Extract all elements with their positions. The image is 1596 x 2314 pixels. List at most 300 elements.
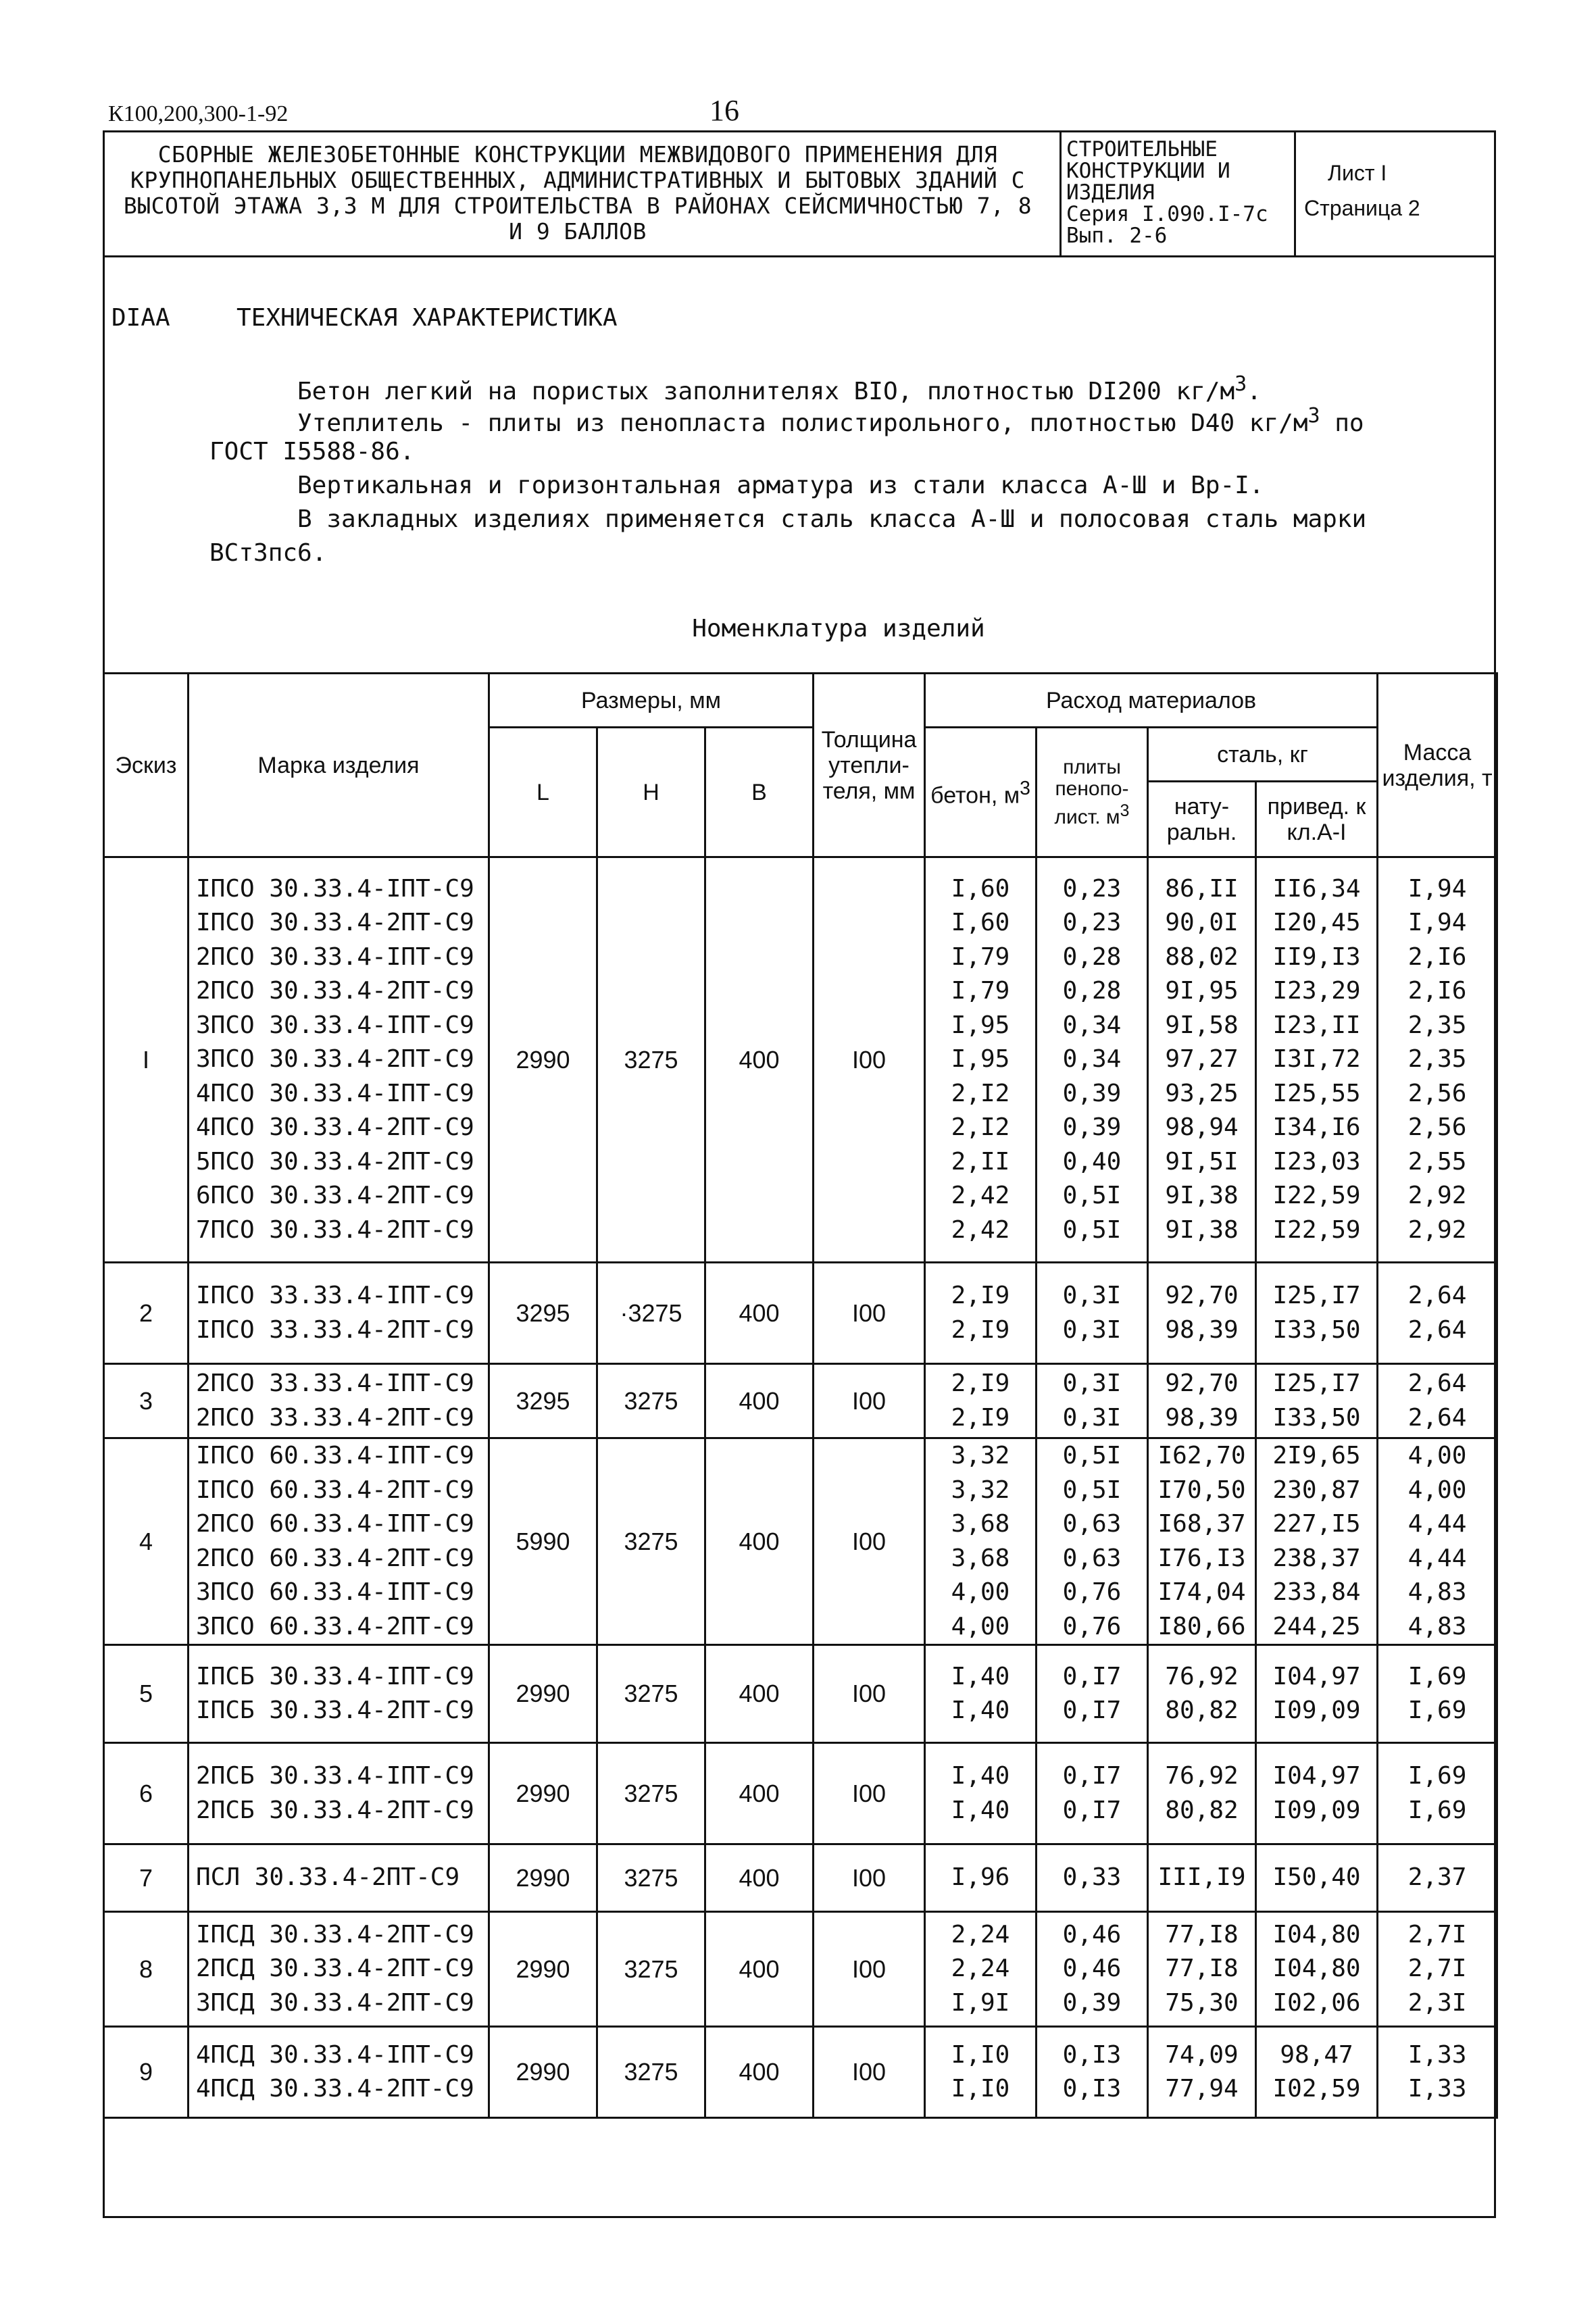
concrete-volume: I,40 bbox=[951, 1762, 1010, 1790]
steel-reduced: 227,I5 bbox=[1272, 1510, 1361, 1538]
product-mark: 2ПСО 33.33.4-2ПТ-С9 bbox=[196, 1403, 474, 1432]
foam-volume-cell bbox=[1037, 1743, 1148, 1844]
header-thickness: Толщина утепли-теля, мм bbox=[814, 674, 925, 857]
header-concrete: бетон, $м^3$ bbox=[925, 728, 1037, 857]
concrete-volume: 2,24 bbox=[951, 1920, 1010, 1948]
product-mass: 2,I6 bbox=[1407, 942, 1467, 971]
product-mass: I,94 bbox=[1407, 874, 1467, 903]
foam-volume: 0,3I bbox=[1062, 1315, 1122, 1344]
foam-volume: 0,63 bbox=[1062, 1510, 1122, 1538]
product-mark: 4ПСД 30.33.4-2ПТ-С9 bbox=[196, 2075, 474, 2103]
product-mass: 2,35 bbox=[1407, 1011, 1467, 1039]
steel-reduced: 2I9,65 bbox=[1272, 1442, 1361, 1469]
steel-reduced: 233,84 bbox=[1272, 1578, 1361, 1606]
page-label: Страница 2 bbox=[1304, 196, 1420, 220]
concrete-volume-cell bbox=[925, 857, 1037, 1263]
steel-natural: 77,I8 bbox=[1165, 1920, 1239, 1948]
foam-volume: 0,76 bbox=[1062, 1578, 1122, 1606]
steel-reduced: I04,97 bbox=[1272, 1762, 1361, 1790]
table-row bbox=[104, 857, 1497, 1263]
header-consumption: Расход материалов bbox=[925, 674, 1378, 728]
size-B: 400 bbox=[705, 1645, 814, 1743]
product-mass-cell bbox=[1378, 1645, 1497, 1743]
header-foam: плиты пенопо-лист. $м^3$ bbox=[1037, 728, 1148, 857]
steel-reduced: I22,59 bbox=[1272, 1215, 1361, 1244]
series-line: Серия I.090.I-7с bbox=[1066, 202, 1268, 226]
concrete-volume: 2,42 bbox=[951, 1182, 1010, 1210]
product-mark-cell bbox=[189, 1844, 489, 1912]
concrete-volume: 2,42 bbox=[951, 1215, 1010, 1244]
insulation-thickness: I00 bbox=[814, 1912, 925, 2027]
header-divider bbox=[1294, 130, 1296, 255]
size-B: 400 bbox=[705, 1263, 814, 1364]
foam-volume: 0,40 bbox=[1062, 1147, 1122, 1176]
sheet-label: Лист I bbox=[1328, 161, 1387, 185]
foam-volume: 0,5I bbox=[1062, 1215, 1122, 1244]
product-mark-cell bbox=[189, 1743, 489, 1844]
foam-volume: 0,46 bbox=[1062, 1955, 1122, 1983]
header-steel-reduced: привед. к кл.А-I bbox=[1256, 782, 1378, 857]
foam-volume: 0,28 bbox=[1062, 977, 1122, 1005]
steel-reduced: I09,09 bbox=[1272, 1696, 1361, 1724]
product-mark: 2ПСО 60.33.4-2ПТ-С9 bbox=[196, 1544, 474, 1572]
steel-reduced: I25,I7 bbox=[1272, 1369, 1361, 1397]
concrete-volume: 4,00 bbox=[951, 1612, 1010, 1640]
size-H: 3275 bbox=[597, 1438, 705, 1645]
foam-volume: 0,33 bbox=[1062, 1863, 1122, 1892]
concrete-volume: I,60 bbox=[951, 874, 1010, 903]
concrete-volume: I,I0 bbox=[951, 2040, 1010, 2069]
product-mass: I,33 bbox=[1407, 2075, 1467, 2103]
steel-reduced: I34,I6 bbox=[1272, 1113, 1361, 1142]
foam-volume: 0,3I bbox=[1062, 1282, 1122, 1309]
product-mark-cell bbox=[189, 1912, 489, 2027]
product-mark: 3ПСО 60.33.4-IПТ-С9 bbox=[196, 1578, 474, 1606]
foam-volume: 0,3I bbox=[1062, 1403, 1122, 1432]
insulation-thickness: I00 bbox=[814, 1743, 925, 1844]
concrete-volume: 4,00 bbox=[951, 1578, 1010, 1606]
page-number: 16 bbox=[709, 94, 739, 127]
table-row bbox=[104, 1645, 1497, 1743]
product-mark: 3ПСД 30.33.4-2ПТ-С9 bbox=[196, 1988, 474, 2017]
product-mark: IПСБ 30.33.4-IПТ-С9 bbox=[196, 1662, 474, 1690]
product-mark: IПСО 33.33.4-2ПТ-С9 bbox=[196, 1315, 474, 1344]
size-H: 3275 bbox=[597, 1844, 705, 1912]
product-mass: I,69 bbox=[1407, 1696, 1467, 1724]
product-mark: 3ПСО 60.33.4-2ПТ-С9 bbox=[196, 1612, 474, 1640]
concrete-volume-cell bbox=[925, 1364, 1037, 1438]
concrete-volume: 2,I9 bbox=[951, 1403, 1010, 1432]
foam-volume: 0,I3 bbox=[1062, 2075, 1122, 2103]
insulation-thickness: I00 bbox=[814, 1263, 925, 1364]
product-mark: ПСЛ 30.33.4-2ПТ-С9 bbox=[196, 1863, 460, 1892]
header-L: L bbox=[489, 728, 597, 857]
steel-natural: 97,27 bbox=[1165, 1045, 1239, 1074]
steel-natural: 77,94 bbox=[1165, 2075, 1239, 2103]
steel-natural: I74,04 bbox=[1157, 1578, 1246, 1606]
paragraph-embedded: В закладных изделиях применяется сталь класса А-Ш и полосовая сталь марки bbox=[297, 505, 1367, 533]
insulation-thickness: I00 bbox=[814, 1364, 925, 1438]
size-H: 3275 bbox=[597, 1645, 705, 1743]
size-H: 3275 bbox=[597, 857, 705, 1263]
steel-natural: 77,I8 bbox=[1165, 1955, 1239, 1983]
steel-natural: 9I,5I bbox=[1165, 1147, 1239, 1176]
size-L: 3295 bbox=[489, 1263, 597, 1364]
product-mass: 2,55 bbox=[1407, 1147, 1467, 1176]
steel-natural-cell bbox=[1148, 1263, 1256, 1364]
product-mass: 2,56 bbox=[1407, 1079, 1467, 1107]
product-mark: IПСО 30.33.4-IПТ-С9 bbox=[196, 874, 474, 903]
product-mark: 5ПСО 30.33.4-2ПТ-С9 bbox=[196, 1147, 474, 1176]
product-mark: 2ПСО 30.33.4-2ПТ-С9 bbox=[196, 977, 474, 1005]
document-title: СБОРНЫЕ ЖЕЛЕЗОБЕТОННЫЕ КОНСТРУКЦИИ МЕЖВИДОВОГО ПРИМЕНЕНИЯ ДЛЯ КРУПНОПАНЕЛЬНЫХ ОБЩЕСТВЕННЫХ, АДМИНИСТРАТИВНЫХ И БЫТОВЫХ ЗДАНИЙ С ВЫСОТОЙ ЭТАЖА 3,3 М ДЛЯ СТРОИТЕЛЬСТВА В РАЙОНАХ СЕЙСМИЧНОСТЬЮ 7, 8 И 9 БАЛЛОВ bbox=[123, 141, 1032, 245]
steel-natural-cell bbox=[1148, 1364, 1256, 1438]
table-row bbox=[104, 1438, 1497, 1645]
product-mark-cell bbox=[189, 2027, 489, 2118]
foam-volume: 0,I3 bbox=[1062, 2040, 1122, 2069]
header-steel-natural: нату-ральн. bbox=[1148, 782, 1256, 857]
product-mark: 2ПСБ 30.33.4-IПТ-С9 bbox=[196, 1762, 474, 1790]
foam-volume-cell bbox=[1037, 1912, 1148, 2027]
steel-reduced: I04,97 bbox=[1272, 1662, 1361, 1690]
size-B: 400 bbox=[705, 1912, 814, 2027]
product-mass-cell bbox=[1378, 1912, 1497, 2027]
size-L: 2990 bbox=[489, 1844, 597, 1912]
product-mark: IПСО 60.33.4-2ПТ-С9 bbox=[196, 1476, 474, 1504]
paragraph-reinforcement: Вертикальная и горизонтальная арматура из стали класса А-Ш и Вр-I. bbox=[297, 472, 1264, 499]
product-mark: 2ПСБ 30.33.4-2ПТ-С9 bbox=[196, 1796, 474, 1824]
product-mass-cell bbox=[1378, 1844, 1497, 1912]
header-divider bbox=[1059, 130, 1062, 255]
sketch-number: 2 bbox=[104, 1263, 189, 1364]
product-mark: 4ПСД 30.33.4-IПТ-С9 bbox=[196, 2040, 474, 2069]
steel-reduced: I04,80 bbox=[1272, 1920, 1361, 1948]
foam-volume-cell bbox=[1037, 1645, 1148, 1743]
steel-reduced: I09,09 bbox=[1272, 1796, 1361, 1824]
concrete-volume: 2,I2 bbox=[951, 1079, 1010, 1107]
steel-natural: 9I,58 bbox=[1165, 1011, 1239, 1039]
product-mark: 4ПСО 30.33.4-IПТ-С9 bbox=[196, 1079, 474, 1107]
steel-natural-cell bbox=[1148, 1844, 1256, 1912]
foam-volume: 0,I7 bbox=[1062, 1662, 1122, 1690]
concrete-volume: I,40 bbox=[951, 1662, 1010, 1690]
steel-reduced: II6,34 bbox=[1272, 874, 1361, 903]
insulation-thickness: I00 bbox=[814, 2027, 925, 2118]
sketch-number: 5 bbox=[104, 1645, 189, 1743]
concrete-volume: 3,32 bbox=[951, 1476, 1010, 1504]
product-mass: 2,35 bbox=[1407, 1045, 1467, 1074]
table-row bbox=[104, 1844, 1497, 1912]
product-mass-cell bbox=[1378, 1743, 1497, 1844]
steel-natural: 76,92 bbox=[1165, 1762, 1239, 1790]
sketch-number: 9 bbox=[104, 2027, 189, 2118]
steel-reduced: I22,59 bbox=[1272, 1182, 1361, 1210]
steel-reduced-cell bbox=[1256, 1263, 1378, 1364]
foam-volume: 0,I7 bbox=[1062, 1796, 1122, 1824]
product-mass-cell bbox=[1378, 857, 1497, 1263]
concrete-volume: 2,I2 bbox=[951, 1113, 1010, 1142]
product-mass: I,94 bbox=[1407, 909, 1467, 937]
concrete-volume: 2,24 bbox=[951, 1955, 1010, 1983]
foam-volume: 0,39 bbox=[1062, 1988, 1122, 2017]
steel-natural: 92,70 bbox=[1165, 1282, 1239, 1309]
series-line: ИЗДЕЛИЯ bbox=[1066, 180, 1155, 205]
product-mark: IПСО 30.33.4-2ПТ-С9 bbox=[196, 909, 474, 937]
steel-natural: 9I,38 bbox=[1165, 1182, 1239, 1210]
steel-reduced: I02,59 bbox=[1272, 2075, 1361, 2103]
steel-reduced: 98,47 bbox=[1280, 2040, 1353, 2069]
foam-volume: 0,63 bbox=[1062, 1544, 1122, 1572]
steel-natural-cell bbox=[1148, 1743, 1256, 1844]
steel-reduced: I20,45 bbox=[1272, 909, 1361, 937]
steel-natural: 98,94 bbox=[1165, 1113, 1239, 1142]
sheet-block bbox=[1304, 155, 1493, 226]
concrete-volume-cell bbox=[925, 2027, 1037, 2118]
steel-reduced: 238,37 bbox=[1272, 1544, 1361, 1572]
steel-natural: 80,82 bbox=[1165, 1696, 1239, 1724]
concrete-volume: 2,I9 bbox=[951, 1369, 1010, 1397]
concrete-volume: I,79 bbox=[951, 977, 1010, 1005]
steel-natural: 88,02 bbox=[1165, 942, 1239, 971]
steel-reduced: II9,I3 bbox=[1272, 942, 1361, 971]
size-H: 3275 bbox=[597, 1912, 705, 2027]
steel-natural: I76,I3 bbox=[1157, 1544, 1246, 1572]
concrete-volume: 3,68 bbox=[951, 1544, 1010, 1572]
product-mass: 2,64 bbox=[1407, 1403, 1467, 1432]
concrete-volume: I,40 bbox=[951, 1696, 1010, 1724]
concrete-volume: 2,II bbox=[951, 1147, 1010, 1176]
product-mark: 2ПСО 30.33.4-IПТ-С9 bbox=[196, 942, 474, 971]
foam-volume-cell bbox=[1037, 2027, 1148, 2118]
table-title: Номенклатура изделий bbox=[692, 615, 985, 643]
product-mark: IПСО 33.33.4-IПТ-С9 bbox=[196, 1282, 474, 1309]
product-mass: 4,83 bbox=[1407, 1612, 1467, 1640]
product-mass: 2,7I bbox=[1407, 1920, 1467, 1948]
concrete-volume: 2,I9 bbox=[951, 1315, 1010, 1344]
paragraph-concrete: Бетон легкий на пористых заполнителях BIO, плотностью DI200 $кг/м^3$. bbox=[297, 372, 1262, 405]
size-B: 400 bbox=[705, 857, 814, 1263]
concrete-volume-cell bbox=[925, 1645, 1037, 1743]
steel-natural-cell bbox=[1148, 857, 1256, 1263]
product-mass: I,69 bbox=[1407, 1796, 1467, 1824]
table-row bbox=[104, 2027, 1497, 2118]
concrete-volume: I,95 bbox=[951, 1011, 1010, 1039]
foam-volume-cell bbox=[1037, 857, 1148, 1263]
series-block bbox=[1066, 139, 1293, 247]
steel-natural: 98,39 bbox=[1165, 1315, 1239, 1344]
size-L: 3295 bbox=[489, 1364, 597, 1438]
product-mass: 2,92 bbox=[1407, 1182, 1467, 1210]
header-H: H bbox=[597, 728, 705, 857]
steel-reduced-cell bbox=[1256, 1438, 1378, 1645]
size-L: 2990 bbox=[489, 857, 597, 1263]
header-steel: сталь, кг bbox=[1148, 728, 1378, 782]
size-L: 5990 bbox=[489, 1438, 597, 1645]
product-mark: 6ПСО 30.33.4-2ПТ-С9 bbox=[196, 1182, 474, 1210]
concrete-volume-cell bbox=[925, 1844, 1037, 1912]
steel-reduced: I25,55 bbox=[1272, 1079, 1361, 1107]
size-B: 400 bbox=[705, 2027, 814, 2118]
steel-natural-cell bbox=[1148, 1438, 1256, 1645]
size-H: ·3275 bbox=[597, 1263, 705, 1364]
product-mass: 2,37 bbox=[1407, 1863, 1467, 1892]
product-mass: 2,64 bbox=[1407, 1315, 1467, 1344]
concrete-volume: I,79 bbox=[951, 942, 1010, 971]
series-line: СТРОИТЕЛЬНЫЕ bbox=[1066, 137, 1218, 161]
paragraph-embedded-cont: ВСт3пс6. bbox=[209, 539, 327, 567]
steel-reduced: I25,I7 bbox=[1272, 1282, 1361, 1309]
concrete-volume-cell bbox=[925, 1743, 1037, 1844]
insulation-thickness: I00 bbox=[814, 857, 925, 1263]
steel-reduced: I33,50 bbox=[1272, 1403, 1361, 1432]
steel-reduced: I04,80 bbox=[1272, 1955, 1361, 1983]
concrete-volume: I,96 bbox=[951, 1863, 1010, 1892]
header-mark: Марка изделия bbox=[189, 674, 489, 857]
concrete-volume: 3,32 bbox=[951, 1442, 1010, 1469]
sketch-number: 7 bbox=[104, 1844, 189, 1912]
foam-volume: 0,23 bbox=[1062, 909, 1122, 937]
product-mass: 4,44 bbox=[1407, 1544, 1467, 1572]
product-mark: 2ПСО 33.33.4-IПТ-С9 bbox=[196, 1369, 474, 1397]
foam-volume: 0,23 bbox=[1062, 874, 1122, 903]
foam-volume: 0,5I bbox=[1062, 1476, 1122, 1504]
steel-reduced: 230,87 bbox=[1272, 1476, 1361, 1504]
foam-volume-cell bbox=[1037, 1844, 1148, 1912]
concrete-volume: I,60 bbox=[951, 909, 1010, 937]
series-line: КОНСТРУКЦИИ И bbox=[1066, 159, 1230, 183]
nomenclature-table bbox=[103, 672, 1498, 2119]
product-mass-cell bbox=[1378, 2027, 1497, 2118]
product-mark: 2ПСО 60.33.4-IПТ-С9 bbox=[196, 1510, 474, 1538]
concrete-volume-cell bbox=[925, 1912, 1037, 2027]
foam-volume: 0,34 bbox=[1062, 1011, 1122, 1039]
steel-natural-cell bbox=[1148, 1645, 1256, 1743]
size-B: 400 bbox=[705, 1743, 814, 1844]
product-mass: 2,92 bbox=[1407, 1215, 1467, 1244]
concrete-volume: 2,I9 bbox=[951, 1282, 1010, 1309]
concrete-volume: I,40 bbox=[951, 1796, 1010, 1824]
concrete-volume: I,I0 bbox=[951, 2075, 1010, 2103]
steel-natural: 98,39 bbox=[1165, 1403, 1239, 1432]
product-mass: 2,64 bbox=[1407, 1369, 1467, 1397]
product-mark-cell bbox=[189, 857, 489, 1263]
steel-natural: 92,70 bbox=[1165, 1369, 1239, 1397]
concrete-volume: I,9I bbox=[951, 1988, 1010, 2017]
size-L: 2990 bbox=[489, 2027, 597, 2118]
size-B: 400 bbox=[705, 1438, 814, 1645]
insulation-thickness: I00 bbox=[814, 1844, 925, 1912]
product-mass: I,69 bbox=[1407, 1662, 1467, 1690]
header-sizes: Размеры, мм bbox=[489, 674, 814, 728]
steel-natural: 80,82 bbox=[1165, 1796, 1239, 1824]
product-mass: 4,83 bbox=[1407, 1578, 1467, 1606]
steel-natural: 75,30 bbox=[1165, 1988, 1239, 2017]
size-B: 400 bbox=[705, 1844, 814, 1912]
steel-reduced-cell bbox=[1256, 2027, 1378, 2118]
foam-volume: 0,5I bbox=[1062, 1182, 1122, 1210]
foam-volume-cell bbox=[1037, 1263, 1148, 1364]
steel-natural: I68,37 bbox=[1157, 1510, 1246, 1538]
product-mark-cell bbox=[189, 1645, 489, 1743]
foam-volume: 0,I7 bbox=[1062, 1762, 1122, 1790]
steel-reduced: I3I,72 bbox=[1272, 1045, 1361, 1074]
steel-reduced-cell bbox=[1256, 1912, 1378, 2027]
product-mark: 3ПСО 30.33.4-IПТ-С9 bbox=[196, 1011, 474, 1039]
steel-reduced-cell bbox=[1256, 1645, 1378, 1743]
steel-reduced: I23,II bbox=[1272, 1011, 1361, 1039]
series-line: Вып. 2-6 bbox=[1066, 224, 1168, 248]
size-L: 2990 bbox=[489, 1645, 597, 1743]
concrete-volume-cell bbox=[925, 1263, 1037, 1364]
steel-reduced: I50,40 bbox=[1272, 1863, 1361, 1892]
product-mass: 4,00 bbox=[1407, 1476, 1467, 1504]
sketch-number: 8 bbox=[104, 1912, 189, 2027]
steel-reduced-cell bbox=[1256, 857, 1378, 1263]
size-B: 400 bbox=[705, 1364, 814, 1438]
foam-volume-cell bbox=[1037, 1364, 1148, 1438]
foam-volume: 0,39 bbox=[1062, 1079, 1122, 1107]
foam-volume: 0,28 bbox=[1062, 942, 1122, 971]
steel-natural: I62,70 bbox=[1157, 1442, 1246, 1469]
size-L: 2990 bbox=[489, 1743, 597, 1844]
foam-volume: 0,39 bbox=[1062, 1113, 1122, 1142]
section-code: DIAA bbox=[111, 304, 170, 332]
product-mass: I,69 bbox=[1407, 1762, 1467, 1790]
product-mass: I,33 bbox=[1407, 2040, 1467, 2069]
steel-reduced: I02,06 bbox=[1272, 1988, 1361, 2017]
steel-natural: III,I9 bbox=[1157, 1863, 1246, 1892]
header-divider bbox=[103, 255, 1496, 257]
product-mass: 2,I6 bbox=[1407, 977, 1467, 1005]
product-mark: IПСД 30.33.4-2ПТ-С9 bbox=[196, 1920, 474, 1948]
section-title: ТЕХНИЧЕСКАЯ ХАРАКТЕРИСТИКА bbox=[236, 304, 618, 332]
steel-natural: I70,50 bbox=[1157, 1476, 1246, 1504]
foam-volume: 0,46 bbox=[1062, 1920, 1122, 1948]
steel-reduced: I23,03 bbox=[1272, 1147, 1361, 1176]
header-sketch: Эскиз bbox=[104, 674, 189, 857]
steel-natural: 93,25 bbox=[1165, 1079, 1239, 1107]
foam-volume: 0,34 bbox=[1062, 1045, 1122, 1074]
concrete-volume-cell bbox=[925, 1438, 1037, 1645]
sketch-number: I bbox=[104, 857, 189, 1263]
product-mass: 2,64 bbox=[1407, 1282, 1467, 1309]
sketch-number: 4 bbox=[104, 1438, 189, 1645]
steel-natural: 90,0I bbox=[1165, 909, 1239, 937]
insulation-thickness: I00 bbox=[814, 1645, 925, 1743]
product-mass: 2,7I bbox=[1407, 1955, 1467, 1983]
table-row bbox=[104, 1743, 1497, 1844]
foam-volume: 0,5I bbox=[1062, 1442, 1122, 1469]
product-mass-cell bbox=[1378, 1438, 1497, 1645]
insulation-thickness: I00 bbox=[814, 1438, 925, 1645]
product-mark: 3ПСО 30.33.4-2ПТ-С9 bbox=[196, 1045, 474, 1074]
document-code: К100,200,300-1-92 bbox=[108, 101, 289, 126]
product-mark: IПСБ 30.33.4-2ПТ-С9 bbox=[196, 1696, 474, 1724]
product-mark: 2ПСД 30.33.4-2ПТ-С9 bbox=[196, 1955, 474, 1983]
product-mark: 7ПСО 30.33.4-2ПТ-С9 bbox=[196, 1215, 474, 1244]
product-mass-cell bbox=[1378, 1263, 1497, 1364]
steel-natural: 74,09 bbox=[1165, 2040, 1239, 2069]
table-row bbox=[104, 1263, 1497, 1364]
steel-reduced: I23,29 bbox=[1272, 977, 1361, 1005]
paragraph-insulation-cont: ГОСТ I5588-86. bbox=[209, 438, 415, 466]
header-B: B bbox=[705, 728, 814, 857]
sketch-number: 6 bbox=[104, 1743, 189, 1844]
steel-reduced-cell bbox=[1256, 1364, 1378, 1438]
product-mark: IПСО 60.33.4-IПТ-С9 bbox=[196, 1442, 474, 1469]
foam-volume-cell bbox=[1037, 1438, 1148, 1645]
steel-natural: 9I,95 bbox=[1165, 977, 1239, 1005]
